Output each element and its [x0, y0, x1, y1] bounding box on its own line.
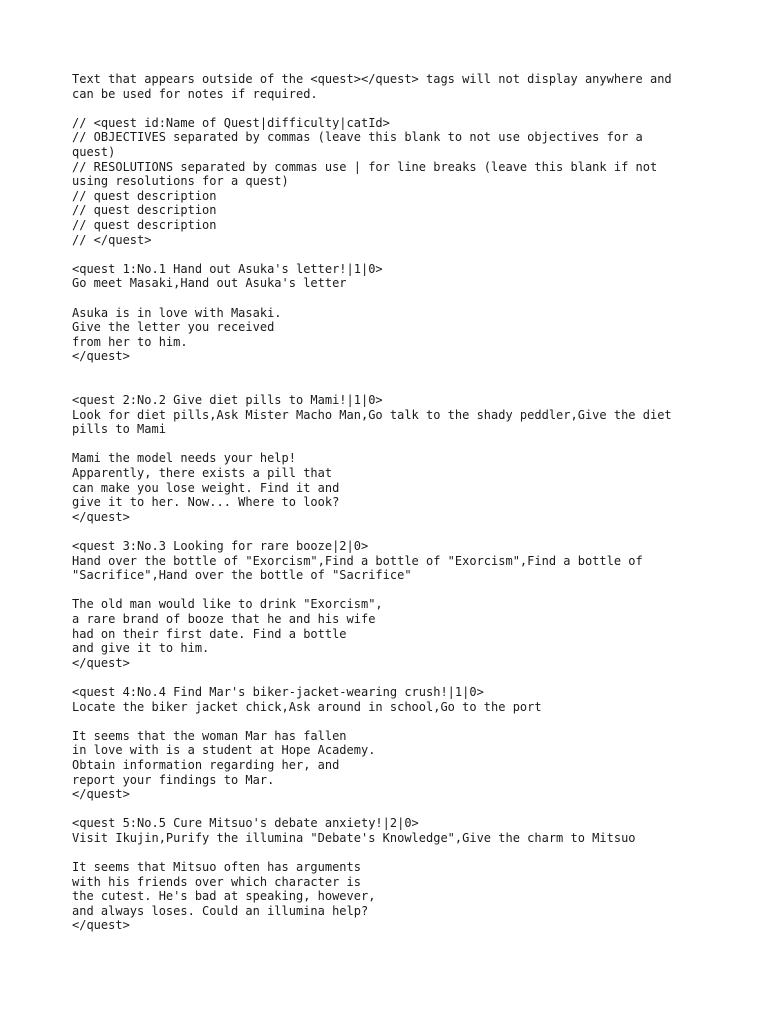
quest-description-line: report your findings to Mar. — [72, 772, 275, 787]
quest-description-line: give it to her. Now... Where to look? — [72, 495, 340, 510]
quest-close-tag: </quest> — [72, 509, 130, 524]
quest-description-line: Mami the model needs your help! — [72, 451, 296, 466]
quest-header: <quest 2:No.2 Give diet pills to Mami!|1|0> — [72, 393, 383, 408]
quest-description-line: and give it to him. — [72, 641, 210, 656]
quest-description-line: can make you lose weight. Find it and — [72, 480, 340, 495]
comment-line: // RESOLUTIONS separated by commas use | for line breaks (leave this blank if not — [72, 159, 658, 174]
quest-header: <quest 1:No.1 Hand out Asuka's letter!|1|0> — [72, 261, 383, 276]
intro-note — [72, 72, 712, 101]
quest-close-tag: </quest> — [72, 918, 130, 933]
quest-header: <quest 4:No.4 Find Mar's biker-jacket-wearing crush!|1|0> — [72, 684, 484, 699]
template-comment — [72, 116, 712, 247]
comment-line: // </quest> — [72, 232, 152, 247]
quest-close-tag: </quest> — [72, 787, 130, 802]
quest-objectives: Look for diet pills,Ask Mister Macho Man,Go talk to the shady peddler,Give the diet — [72, 407, 672, 422]
quest-description-line: The old man would like to drink "Exorcism", — [72, 597, 383, 612]
note-line: Text that appears outside of the <quest></quest> tags will not display anywhere and — [72, 72, 672, 86]
quest-description-line: in love with is a student at Hope Academy. — [72, 743, 376, 758]
comment-line: // OBJECTIVES separated by commas (leave this blank to not use objectives for a — [72, 130, 643, 145]
quest-description-line: had on their first date. Find a bottle — [72, 626, 347, 641]
quest-description-line: Give the letter you received — [72, 320, 275, 335]
quest-description-line: It seems that Mitsuo often has arguments — [72, 860, 361, 875]
quest-close-tag: </quest> — [72, 349, 130, 364]
quest-description-line: from her to him. — [72, 334, 188, 349]
document-page — [72, 72, 712, 933]
quest-objectives: Go meet Masaki,Hand out Asuka's letter — [72, 276, 347, 291]
quest-description-line: and always loses. Could an illumina help? — [72, 903, 369, 918]
quest-objectives: Visit Ikujin,Purify the illumina "Debate's Knowledge",Give the charm to Mitsuo — [72, 830, 636, 845]
comment-line: // quest description — [72, 217, 217, 232]
quest-description-line: Asuka is in love with Masaki. — [72, 305, 282, 320]
quest-header: <quest 5:No.5 Cure Mitsuo's debate anxiety!|2|0> — [72, 816, 419, 831]
quest-block-3 — [72, 539, 712, 670]
quest-close-tag: </quest> — [72, 655, 130, 670]
quest-description-line: It seems that the woman Mar has fallen — [72, 728, 347, 743]
comment-line: // quest description — [72, 203, 217, 218]
quest-header: <quest 3:No.3 Looking for rare booze|2|0> — [72, 539, 369, 553]
comment-line: // <quest id:Name of Quest|difficulty|catId> — [72, 115, 390, 130]
quest-block-4 — [72, 685, 712, 802]
quest-description-line: the cutest. He's bad at speaking, however, — [72, 889, 376, 904]
quest-objectives: "Sacrifice",Hand over the bottle of "Sacrifice" — [72, 568, 412, 583]
quest-description-line: Apparently, there exists a pill that — [72, 466, 333, 481]
comment-line: // quest description — [72, 188, 217, 203]
quest-description-line: a rare brand of booze that he and his wife — [72, 611, 376, 626]
quest-block-5 — [72, 816, 712, 933]
quest-objectives: pills to Mami — [72, 422, 166, 437]
comment-line: quest) — [72, 144, 116, 159]
quest-objectives: Locate the biker jacket chick,Ask around in school,Go to the port — [72, 699, 542, 714]
quest-block-2 — [72, 393, 712, 524]
quest-block-1 — [72, 262, 712, 364]
quest-objectives: Hand over the bottle of "Exorcism",Find a bottle of "Exorcism",Find a bottle of — [72, 553, 643, 568]
note-line: can be used for notes if required. — [72, 86, 318, 101]
comment-line: using resolutions for a quest) — [72, 174, 289, 189]
quest-description-line: Obtain information regarding her, and — [72, 757, 340, 772]
quest-description-line: with his friends over which character is — [72, 874, 361, 889]
